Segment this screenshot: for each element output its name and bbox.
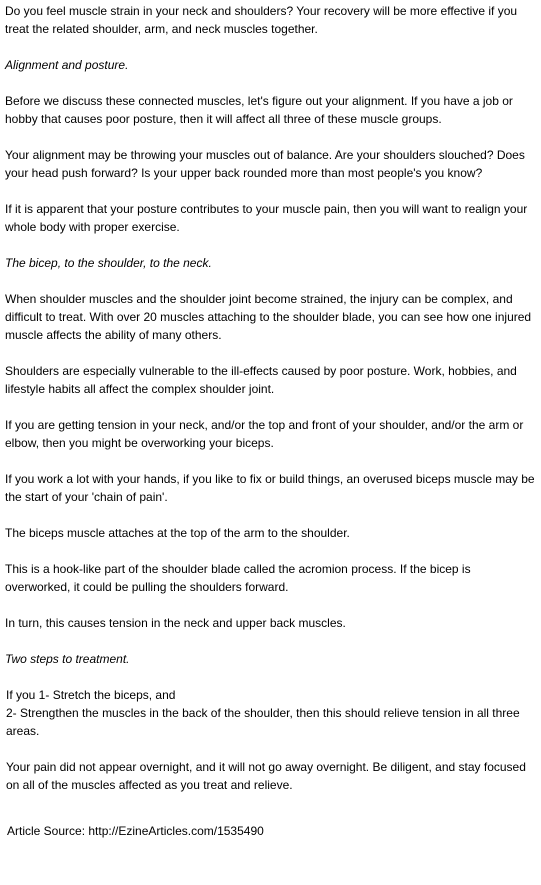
section-heading-steps: Two steps to treatment. <box>5 652 130 666</box>
alignment-paragraph-2: Your alignment may be throwing your muscles out of balance. Are your shoulders slouched? Does your head push forward? Is your upper back rounded more than most people's you know? <box>5 148 525 180</box>
section-heading-alignment: Alignment and posture. <box>5 58 129 72</box>
alignment-paragraph-3: If it is apparent that your posture contributes to your muscle pain, then you will want to realign your whole body with proper exercise. <box>5 202 528 234</box>
bicep-paragraph-4: If you work a lot with your hands, if you like to fix or build things, an overused biceps muscle may be the start of your 'chain of pain'. <box>5 472 535 504</box>
treatment-steps <box>5 686 537 740</box>
bicep-paragraph-3: If you are getting tension in your neck, and/or the top and front of your shoulder, and/or the arm or elbow, then you might be overworking your biceps. <box>5 418 524 450</box>
intro-paragraph: Do you feel muscle strain in your neck and shoulders? Your recovery will be more effective if you treat the related shoulder, arm, and neck muscles together. <box>5 4 518 36</box>
bicep-paragraph-6: This is a hook-like part of the shoulder blade called the acromion process. If the bicep is overworked, it could be pulling the shoulders forward. <box>5 562 471 594</box>
bicep-paragraph-5: The biceps muscle attaches at the top of the arm to the shoulder. <box>5 526 350 540</box>
treatment-step-1: If you 1- Stretch the biceps, and <box>6 688 176 702</box>
section-heading-bicep: The bicep, to the shoulder, to the neck. <box>5 256 212 270</box>
bicep-paragraph-2: Shoulders are especially vulnerable to the ill-effects caused by poor posture. Work, hobbies, and lifestyle habits all affect the complex shoulder joint. <box>5 364 517 396</box>
closing-paragraph: Your pain did not appear overnight, and it will not go away overnight. Be diligent, and stay focused on all of the muscles affected as you treat and relieve. <box>6 760 526 792</box>
bicep-paragraph-7: In turn, this causes tension in the neck and upper back muscles. <box>5 616 346 630</box>
article-source: Article Source: http://EzineArticles.com/1535490 <box>7 824 264 838</box>
treatment-step-2: 2- Strengthen the muscles in the back of the shoulder, then this should relieve tension in all three areas. <box>6 706 520 738</box>
bicep-paragraph-1: When shoulder muscles and the shoulder joint become strained, the injury can be complex, and difficult to treat. With over 20 muscles attaching to the shoulder blade, you can see how one injured muscle affects the ability of many others. <box>5 292 532 342</box>
alignment-paragraph-1: Before we discuss these connected muscles, let's figure out your alignment. If you have a job or hobby that causes poor posture, then it will affect all three of these muscle groups. <box>5 94 513 126</box>
